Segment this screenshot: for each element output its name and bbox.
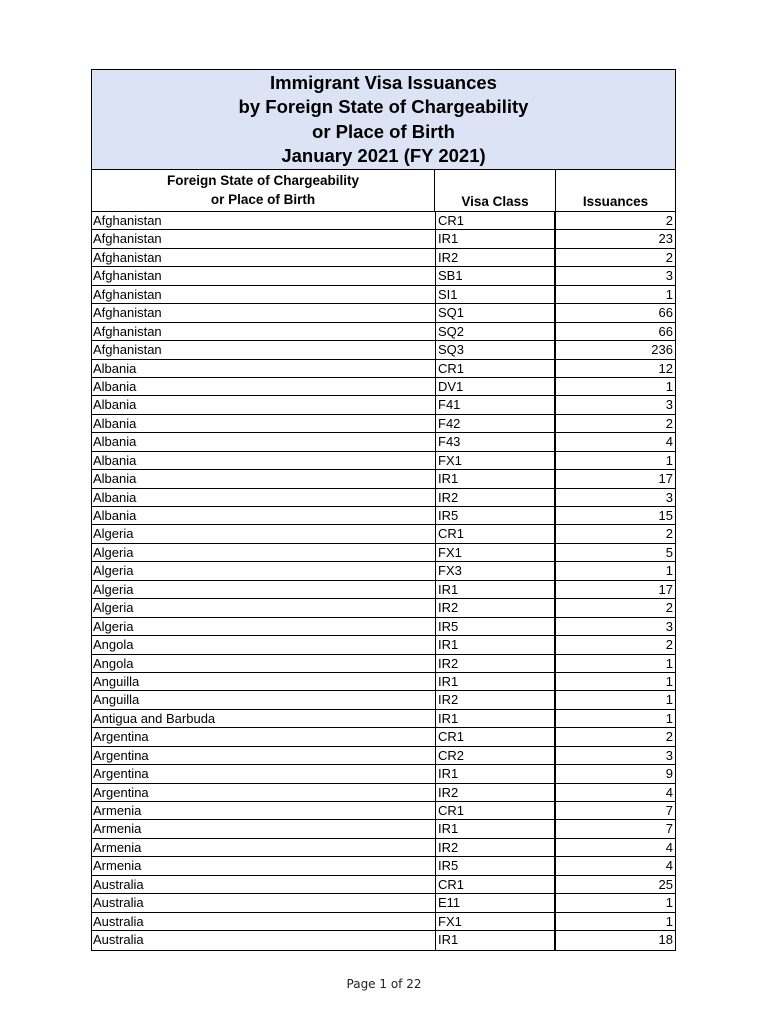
cell-issuances: 5 xyxy=(665,544,673,560)
cell-issuances: 18 xyxy=(658,932,673,948)
cell-visa-class: CR1 xyxy=(435,360,556,377)
table-row xyxy=(92,452,675,470)
cell-country: Argentina xyxy=(93,729,149,745)
table-row xyxy=(92,396,675,414)
cell-visa-class: SQ1 xyxy=(435,304,556,321)
cell-country: Afghanistan xyxy=(93,305,162,321)
cell-issuances: 66 xyxy=(658,323,673,339)
table-row xyxy=(92,212,675,230)
cell-visa-class: IR5 xyxy=(435,857,556,874)
cell-country: Algeria xyxy=(93,544,134,560)
cell-visa-class: IR5 xyxy=(435,507,556,524)
table-row xyxy=(92,581,675,599)
cell-visa-class: IR5 xyxy=(435,618,556,635)
cell-visa-class: IR1 xyxy=(435,230,556,247)
cell-issuances: 2 xyxy=(665,729,673,745)
cell-issuances: 25 xyxy=(658,876,673,892)
cell-issuances: 3 xyxy=(665,747,673,763)
cell-visa-class: IR1 xyxy=(435,765,556,782)
column-header-row xyxy=(92,170,675,212)
cell-country: Albania xyxy=(93,434,137,450)
cell-visa-class: IR2 xyxy=(435,489,556,506)
table-row xyxy=(92,673,675,691)
cell-issuances: 4 xyxy=(665,858,673,874)
cell-country: Argentina xyxy=(93,784,149,800)
cell-country: Algeria xyxy=(93,618,134,634)
table-row xyxy=(92,784,675,802)
table-row xyxy=(92,894,675,912)
header-country xyxy=(92,170,435,211)
cell-country: Albania xyxy=(93,508,137,523)
cell-issuances: 3 xyxy=(665,489,673,505)
header-country-line-1: Foreign State of Chargeability xyxy=(166,173,360,188)
table-row xyxy=(92,415,675,433)
cell-country: Albania xyxy=(93,415,137,431)
cell-issuances: 23 xyxy=(658,231,673,247)
header-country-line-2: or Place of Birth xyxy=(210,192,316,207)
cell-country: Angola xyxy=(93,655,134,671)
cell-issuances: 236 xyxy=(651,342,673,358)
cell-country: Albania xyxy=(93,452,137,468)
title-line-3: or Place of Birth xyxy=(312,120,455,142)
cell-country: Albania xyxy=(93,471,137,487)
cell-visa-class: CR1 xyxy=(435,876,556,893)
cell-issuances: 2 xyxy=(665,213,673,228)
cell-country: Albania xyxy=(93,397,137,413)
cell-country: Australia xyxy=(93,932,144,948)
cell-issuances: 7 xyxy=(665,821,673,837)
cell-visa-class: IR2 xyxy=(435,655,556,672)
cell-visa-class: CR1 xyxy=(435,525,556,542)
title-line-2: by Foreign State of Chargeability xyxy=(238,96,529,117)
table-row xyxy=(92,728,675,746)
cell-visa-class: CR2 xyxy=(435,747,556,764)
cell-visa-class: FX1 xyxy=(435,544,556,561)
cell-visa-class: SQ2 xyxy=(435,323,556,340)
table-row xyxy=(92,378,675,396)
cell-country: Afghanistan xyxy=(93,342,162,358)
table-row xyxy=(92,507,675,525)
table-row xyxy=(92,544,675,562)
table-row xyxy=(92,691,675,709)
table-row xyxy=(92,636,675,654)
cell-issuances: 1 xyxy=(665,673,673,689)
cell-country: Algeria xyxy=(93,526,134,542)
table-row xyxy=(92,360,675,378)
cell-country: Armenia xyxy=(93,803,142,818)
cell-country: Afghanistan xyxy=(93,231,162,247)
cell-country: Australia xyxy=(93,876,144,892)
cell-visa-class: IR1 xyxy=(435,636,556,653)
table-row xyxy=(92,599,675,617)
cell-country: Albania xyxy=(93,360,137,376)
cell-issuances: 17 xyxy=(658,471,673,487)
cell-visa-class: IR1 xyxy=(435,820,556,837)
page-number: Page 1 of 22 xyxy=(346,977,422,991)
cell-issuances: 66 xyxy=(658,305,673,321)
table-row xyxy=(92,562,675,580)
cell-visa-class: CR1 xyxy=(435,802,556,819)
cell-country: Australia xyxy=(93,913,144,929)
table-row xyxy=(92,913,675,931)
cell-visa-class: IR2 xyxy=(435,249,556,266)
cell-issuances: 2 xyxy=(665,600,673,616)
cell-country: Afghanistan xyxy=(93,286,162,302)
table-row xyxy=(92,470,675,488)
table-body xyxy=(92,212,675,950)
cell-visa-class: DV1 xyxy=(435,378,556,395)
table-row xyxy=(92,710,675,728)
cell-issuances: 2 xyxy=(665,637,673,653)
cell-country: Anguilla xyxy=(93,673,140,689)
cell-issuances: 1 xyxy=(665,452,673,468)
cell-visa-class: FX3 xyxy=(435,562,556,579)
cell-country: Argentina xyxy=(93,766,149,782)
cell-issuances: 4 xyxy=(665,839,673,855)
cell-country: Albania xyxy=(93,489,137,505)
cell-country: Argentina xyxy=(93,747,149,763)
cell-issuances: 1 xyxy=(665,563,673,579)
cell-country: Algeria xyxy=(93,563,134,579)
table-row xyxy=(92,857,675,875)
cell-visa-class: F42 xyxy=(435,415,556,432)
cell-country: Algeria xyxy=(93,600,134,616)
cell-visa-class: E11 xyxy=(435,894,556,911)
visa-issuance-table xyxy=(91,69,676,951)
cell-issuances: 15 xyxy=(658,508,673,523)
cell-visa-class: IR1 xyxy=(435,931,556,949)
table-row xyxy=(92,802,675,820)
cell-visa-class: SI1 xyxy=(435,286,556,303)
cell-country: Afghanistan xyxy=(93,268,162,284)
cell-country: Afghanistan xyxy=(93,249,162,265)
table-row xyxy=(92,820,675,838)
cell-visa-class: IR2 xyxy=(435,691,556,708)
cell-issuances: 12 xyxy=(658,360,673,376)
table-row xyxy=(92,341,675,359)
cell-visa-class: F41 xyxy=(435,396,556,413)
cell-visa-class: SQ3 xyxy=(435,341,556,358)
table-row xyxy=(92,876,675,894)
cell-visa-class: IR2 xyxy=(435,784,556,801)
cell-issuances: 3 xyxy=(665,268,673,284)
table-title xyxy=(92,70,675,170)
cell-country: Algeria xyxy=(93,581,134,597)
header-visa-class: Visa Class xyxy=(435,170,556,211)
cell-country: Afghanistan xyxy=(93,213,162,228)
table-row xyxy=(92,525,675,543)
cell-visa-class: IR2 xyxy=(435,839,556,856)
cell-issuances: 3 xyxy=(665,397,673,413)
table-row xyxy=(92,839,675,857)
cell-country: Anguilla xyxy=(93,692,140,708)
cell-country: Armenia xyxy=(93,821,142,837)
cell-issuances: 1 xyxy=(665,710,673,726)
cell-visa-class: FX1 xyxy=(435,452,556,469)
cell-issuances: 3 xyxy=(665,618,673,634)
cell-visa-class: CR1 xyxy=(435,728,556,745)
title-line-4: January 2021 (FY 2021) xyxy=(281,145,486,166)
cell-country: Antigua and Barbuda xyxy=(93,710,216,726)
table-row xyxy=(92,304,675,322)
cell-issuances: 1 xyxy=(665,895,673,911)
cell-issuances: 4 xyxy=(665,784,673,800)
cell-country: Albania xyxy=(93,378,137,394)
cell-issuances: 4 xyxy=(665,434,673,450)
cell-issuances: 17 xyxy=(658,581,673,597)
table-row xyxy=(92,433,675,451)
table-row xyxy=(92,489,675,507)
title-line-1: Immigrant Visa Issuances xyxy=(270,71,497,93)
cell-country: Armenia xyxy=(93,858,142,874)
table-row xyxy=(92,323,675,341)
cell-issuances: 2 xyxy=(665,526,673,542)
header-issuances: Issuances xyxy=(582,194,649,209)
cell-visa-class: IR1 xyxy=(435,470,556,487)
cell-visa-class: F43 xyxy=(435,433,556,450)
cell-visa-class: IR1 xyxy=(435,673,556,690)
cell-visa-class: SB1 xyxy=(435,267,556,284)
cell-issuances: 1 xyxy=(665,913,673,929)
table-row xyxy=(92,765,675,783)
cell-visa-class: IR2 xyxy=(435,599,556,616)
cell-issuances: 1 xyxy=(665,655,673,671)
cell-issuances: 1 xyxy=(665,692,673,708)
cell-country: Australia xyxy=(93,895,144,911)
cell-issuances: 2 xyxy=(665,249,673,265)
cell-issuances: 2 xyxy=(665,415,673,431)
table-row xyxy=(92,249,675,267)
cell-visa-class: CR1 xyxy=(435,212,556,229)
table-row xyxy=(92,230,675,248)
cell-issuances: 1 xyxy=(665,286,673,302)
cell-country: Angola xyxy=(93,637,134,653)
cell-visa-class: IR1 xyxy=(435,581,556,598)
cell-country: Afghanistan xyxy=(93,323,162,339)
cell-issuances: 7 xyxy=(665,803,673,818)
table-row xyxy=(92,618,675,636)
cell-country: Armenia xyxy=(93,839,142,855)
cell-issuances: 1 xyxy=(665,378,673,394)
table-row xyxy=(92,286,675,304)
table-row xyxy=(92,931,675,949)
cell-issuances: 9 xyxy=(665,766,673,782)
table-row xyxy=(92,655,675,673)
cell-visa-class: FX1 xyxy=(435,913,556,930)
table-row xyxy=(92,747,675,765)
table-row xyxy=(92,267,675,285)
cell-visa-class: IR1 xyxy=(435,710,556,727)
